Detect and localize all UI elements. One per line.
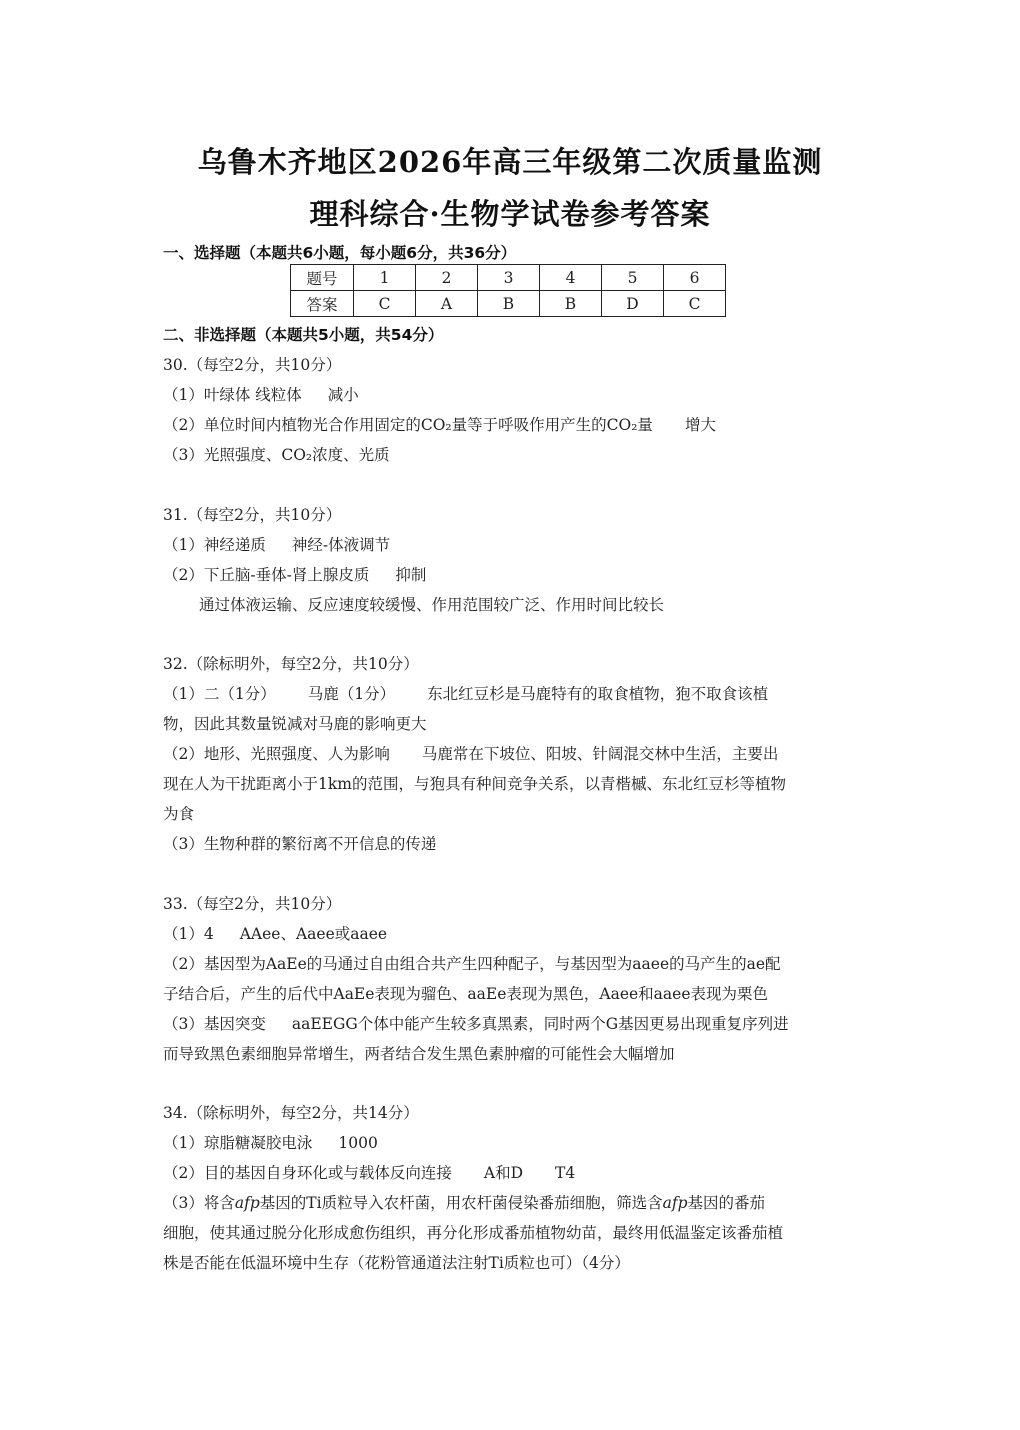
- answer-text: 减小: [327, 386, 359, 404]
- question-32-part1: [163, 682, 768, 704]
- answer-text: 神经-体液调节: [291, 536, 391, 554]
- table-cell: B: [478, 291, 540, 317]
- gene-name: afp: [662, 1194, 688, 1212]
- question-32-part1-continued: 物，因此其数量锐减对马鹿的影响更大: [163, 715, 427, 733]
- page-subtitle: 理科综合·生物学试卷参考答案: [309, 197, 711, 231]
- answer-text: （1）琼脂糖凝胶电泳: [163, 1134, 313, 1152]
- table-cell: 1: [354, 265, 416, 291]
- question-34-part1: [163, 1131, 378, 1153]
- question-34-part3: [163, 1191, 765, 1213]
- question-33-part2: （2）基因型为AaEe的马通过自由组合共产生四种配子，与基因型为aaee的马产生的ae配: [163, 955, 781, 973]
- answer-text: （2）单位时间内植物光合作用固定的CO₂量等于呼吸作用产生的CO₂量: [163, 416, 653, 434]
- question-33-heading: 33.（每空2分，共10分）: [163, 895, 342, 913]
- answer-text: T4: [555, 1164, 576, 1182]
- table-cell: C: [664, 291, 726, 317]
- answer-text: 马鹿（1分）: [307, 685, 396, 703]
- gene-name: afp: [234, 1194, 260, 1212]
- question-32-part2-continued: 为食: [163, 805, 195, 823]
- question-30-heading: 30.（每空2分，共10分）: [163, 356, 342, 374]
- question-32-part2-continued: 现在人为干扰距离小于1km的范围，与狍具有种间竞争关系，以青楷槭、东北红豆杉等植物: [163, 775, 786, 793]
- question-34-part3-continued: 株是否能在低温环境中生存（花粉管通道法注射Ti质粒也可）（4分）: [163, 1254, 630, 1272]
- section-free-response-heading: 二、非选择题（本题共5小题，共54分）: [163, 326, 444, 344]
- question-32-part3: （3）生物种群的繁衍离不开信息的传递: [163, 835, 437, 853]
- table-cell: 3: [478, 265, 540, 291]
- table-cell: D: [602, 291, 664, 317]
- question-33-part3-continued: 而导致黑色素细胞异常增生，两者结合发生黑色素肿瘤的可能性会大幅增加: [163, 1045, 675, 1063]
- answer-text: 基因的番茄: [687, 1194, 766, 1212]
- question-31-part1: [163, 533, 390, 555]
- answer-text: （2）地形、光照强度、人为影响: [163, 745, 390, 763]
- question-34-part3-continued: 细胞，使其通过脱分化形成愈伤组织，再分化形成番茄植物幼苗，最终用低温鉴定该番茄植: [163, 1224, 784, 1242]
- answer-text: （1）4: [163, 925, 214, 943]
- question-33-part3: [163, 1012, 789, 1034]
- table-cell: C: [354, 291, 416, 317]
- answer-text: （1）叶绿体 线粒体: [163, 386, 302, 404]
- answer-text: 增大: [684, 416, 716, 434]
- question-32-part2: [163, 742, 778, 764]
- table-cell: 6: [664, 265, 726, 291]
- question-31-part2: [163, 563, 426, 585]
- question-30-part1: [163, 383, 359, 405]
- answer-text: （2）下丘脑-垂体-肾上腺皮质: [163, 566, 370, 584]
- answer-text: （2）目的基因自身环化或与载体反向连接: [163, 1164, 452, 1182]
- question-34-heading: 34.（除标明外，每空2分，共14分）: [163, 1104, 419, 1122]
- answer-text: （3）基因突变: [163, 1015, 266, 1033]
- answer-text: 基因的Ti质粒导入农杆菌，用农杆菌侵染番茄细胞，筛选含: [259, 1194, 663, 1212]
- answer-text: 马鹿常在下坡位、阳坡、针阔混交林中生活，主要出: [421, 745, 779, 763]
- table-row: [291, 291, 726, 317]
- question-31-heading: 31.（每空2分，共10分）: [163, 506, 342, 524]
- answer-text: （1）神经递质: [163, 536, 266, 554]
- table-cell: B: [540, 291, 602, 317]
- question-30-part2: [163, 413, 716, 435]
- answer-text: 东北红豆杉是马鹿特有的取食植物，狍不取食该植: [427, 685, 769, 703]
- answer-text: AAee、Aaee或aaee: [239, 925, 388, 943]
- question-31-part2-continued: 通过体液运输、反应速度较缓慢、作用范围较广泛、作用时间比较长: [199, 596, 665, 614]
- answer-text: （1）二（1分）: [163, 685, 276, 703]
- question-30-part3: （3）光照强度、CO₂浓度、光质: [163, 446, 390, 464]
- table-cell: 5: [602, 265, 664, 291]
- table-cell: 2: [416, 265, 478, 291]
- answer-text: 抑制: [395, 566, 427, 584]
- question-33-part2-continued: 子结合后，产生的后代中AaEe表现为骝色、aaEe表现为黑色，Aaee和aaee表现为栗色: [163, 985, 769, 1003]
- answer-text: （3）将含: [163, 1194, 235, 1212]
- table-cell: A: [416, 291, 478, 317]
- table-row: [291, 265, 726, 291]
- answer-text: A和D: [483, 1164, 523, 1182]
- table-header-cell: 题号: [291, 265, 354, 291]
- table-cell: 4: [540, 265, 602, 291]
- question-32-heading: 32.（除标明外，每空2分，共10分）: [163, 655, 419, 673]
- table-header-cell: 答案: [291, 291, 354, 317]
- page-title: 乌鲁木齐地区2026年高三年级第二次质量监测: [197, 145, 823, 179]
- question-33-part1: [163, 922, 387, 944]
- choice-answer-table: [290, 264, 726, 317]
- answer-text: aaEEGG个体中能产生较多真黑素，同时两个G基因更易出现重复序列进: [291, 1015, 789, 1033]
- answer-text: 1000: [338, 1134, 378, 1152]
- section-multiple-choice-heading: 一、选择题（本题共6小题，每小题6分，共36分）: [163, 244, 517, 262]
- question-34-part2: [163, 1161, 575, 1183]
